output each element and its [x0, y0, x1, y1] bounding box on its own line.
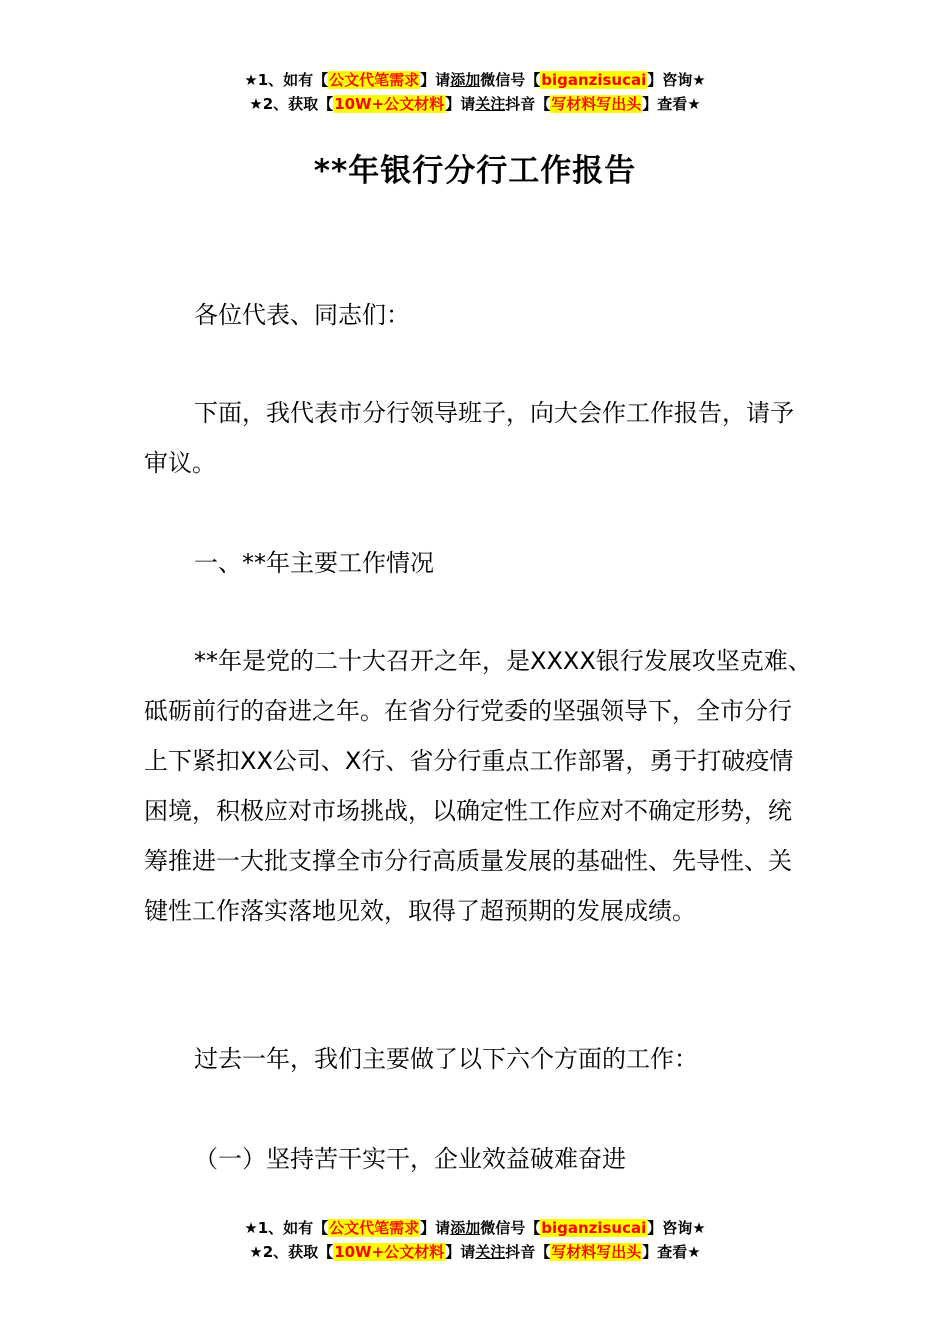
body-paragraph: 过去一年，我们主要做了以下六个方面的工作： — [194, 1045, 698, 1073]
banner-text: ★2、获取【 — [249, 95, 334, 113]
banner-text: 】请 — [420, 71, 451, 89]
banner-text: 抖音【 — [505, 1243, 551, 1261]
banner-highlight: 公文代笔需求 — [329, 1219, 420, 1237]
banner-text: 抖音【 — [505, 95, 551, 113]
banner-line-1 — [0, 68, 950, 92]
banner-text: 】查看★ — [642, 95, 701, 113]
intro-paragraph: 下面，我代表市分行领导班子，向大会作工作报告，请予审议。 — [144, 399, 794, 477]
banner-highlight: 公文代笔需求 — [329, 71, 420, 89]
salutation: 各位代表、同志们： — [194, 301, 410, 329]
banner-text: ★1、如有【 — [244, 1219, 329, 1237]
banner-highlight: 10W+公文材料 — [334, 1243, 445, 1261]
banner-text: ★1、如有【 — [244, 71, 329, 89]
subsection-heading: （一）坚持苦干实干，企业效益破难奋进 — [194, 1145, 626, 1173]
banner-highlight: 写材料写出头 — [551, 1243, 642, 1261]
banner-text: 】请 — [420, 1219, 451, 1237]
banner-emphasis: 添加 — [450, 1219, 481, 1237]
banner-text: 】咨询★ — [647, 1219, 706, 1237]
banner-highlight: biganzisucai — [541, 1219, 647, 1237]
banner-text: ★2、获取【 — [249, 1243, 334, 1261]
banner-emphasis: 添加 — [450, 71, 481, 89]
section-heading: 一、**年主要工作情况 — [194, 549, 434, 577]
banner-text: 】查看★ — [642, 1243, 701, 1261]
banner-text: 】请 — [445, 1243, 476, 1261]
banner-text: 】咨询★ — [647, 71, 706, 89]
banner-emphasis: 关注 — [475, 95, 506, 113]
banner-highlight: 写材料写出头 — [551, 95, 642, 113]
banner-text: 】请 — [445, 95, 476, 113]
banner-line-2 — [0, 92, 950, 116]
footer-banner — [0, 1216, 950, 1264]
banner-line-1 — [0, 1216, 950, 1240]
document-title: **年银行分行工作报告 — [313, 153, 637, 189]
body-paragraph: **年是党的二十大召开之年，是XXXX银行发展攻坚克难、砥砺前行的奋进之年。在省分行党委的坚强领导下，全市分行上下紧扣XX公司、X行、省分行重点工作部署，勇于打破疫情困境，积极应对市场挑战，以确定性工作应对不确定形势，统筹推进一大批支撑全市分行高质量发展的基础性、先导性、关键性工作落实落地见效，取得了超预期的发展成绩。 — [144, 647, 812, 925]
header-banner — [0, 68, 950, 116]
banner-highlight: biganzisucai — [541, 71, 647, 89]
banner-text: 微信号【 — [480, 71, 541, 89]
banner-line-2 — [0, 1240, 950, 1264]
banner-highlight: 10W+公文材料 — [334, 95, 445, 113]
banner-text: 微信号【 — [480, 1219, 541, 1237]
banner-emphasis: 关注 — [475, 1243, 506, 1261]
